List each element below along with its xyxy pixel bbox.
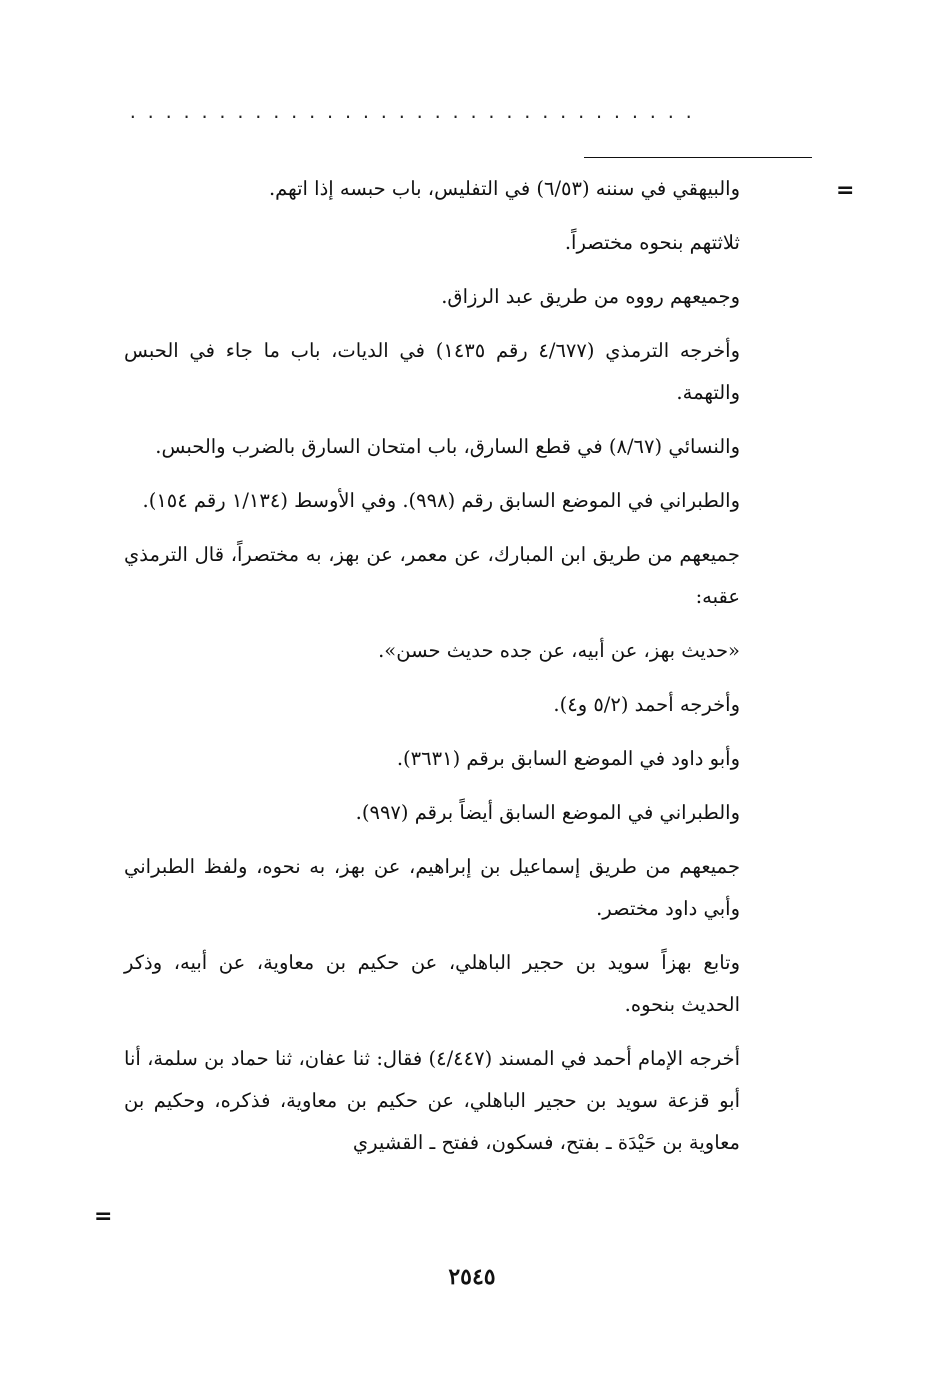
paragraph-10: وأبو داود في الموضع السابق برقم (٣٦٣١). [396,747,740,770]
page-number: ٢٥٤٥ [448,1264,496,1290]
paragraph-11: والطبراني في الموضع السابق أيضاً برقم (٩٩٧). [355,801,740,824]
paragraph-2: ثلاثتهم بنحوه مختصراً. [564,231,740,254]
paragraph-8-quote: «حديث بهز، عن أبيه، عن جده حديث حسن». [378,639,740,662]
paragraph-7: جميعهم من طريق ابن المبارك، عن معمر، عن بهز، به مختصراً، قال الترمذي عقبه: [124,543,740,608]
paragraph-1: والبيهقي في سننه (٦/٥٣) في التفليس، باب حبسه إذا اتهم. [268,177,740,200]
footnote-text [124,168,740,1174]
paragraph-6: والطبراني في الموضع السابق رقم (٩٩٨). وفي الأوسط (١/١٣٤ رقم ١٥٤). [142,489,740,512]
continuation-mark-bottom: = [94,1204,113,1229]
paragraph-9: وأخرجه أحمد (٥/٢ و٤). [553,693,740,716]
paragraph-14: أخرجه الإمام أحمد في المسند (٤/٤٤٧) فقال: ثنا عفان، ثنا حماد بن سلمة، أنا أبو قزعة سويد بن حجير الباهلي، عن حكيم بن معاوية، فذكره، وحكيم بن معاوية بن حَيْدَة ـ بفتح، فسكون، ففتح ـ القشيري [124,1047,741,1154]
paragraph-5: والنسائي (٨/٦٧) في قطع السارق، باب امتحان السارق بالضرب والحبس. [155,435,740,458]
paragraph-3: وجميعهم رووه من طريق عبد الرزاق. [441,285,740,308]
paragraph-4: وأخرجه الترمذي (٤/٦٧٧ رقم ١٤٣٥) في الديات، باب ما جاء في الحبس والتهمة. [124,339,741,404]
footnote-rule [584,157,812,158]
continuation-mark-top: = [836,178,855,203]
paragraph-12: جميعهم من طريق إسماعيل بن إبراهيم، عن بهز، به نحوه، ولفظ الطبراني وأبي داود مختصر. [124,855,740,920]
top-dotted-separator: ................................ [128,103,702,122]
paragraph-13: وتابع بهزاً سويد بن حجير الباهلي، عن حكيم بن معاوية، عن أبيه، وذكر الحديث بنحوه. [124,951,740,1016]
